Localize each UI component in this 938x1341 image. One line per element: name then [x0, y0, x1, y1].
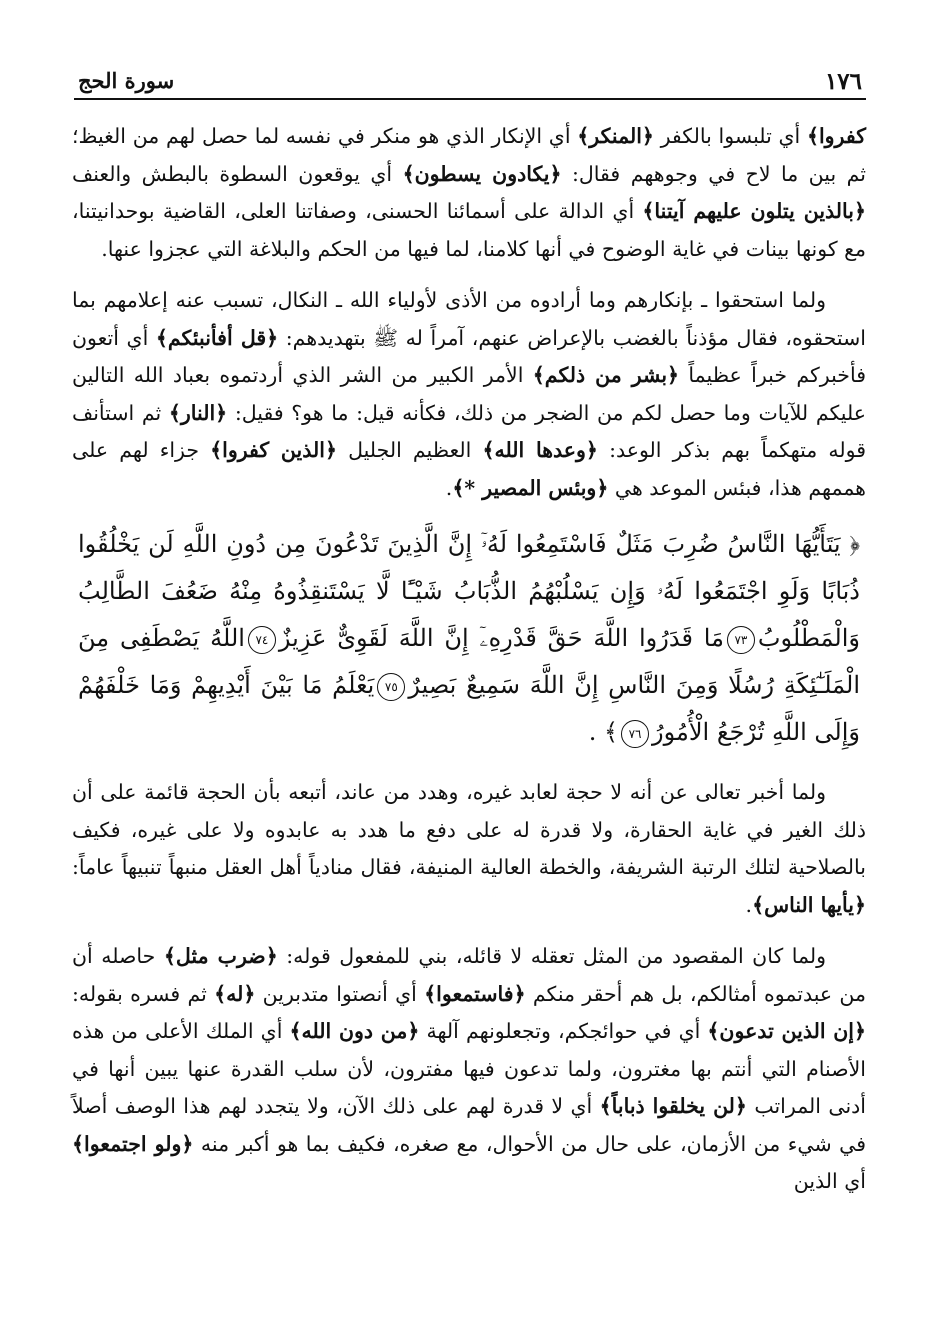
page-header: [74, 62, 866, 100]
text: جزاء لهم على هممهم هذا، فبئس الموعد هي: [72, 438, 866, 500]
text: أي أنصتوا متدبرين: [255, 981, 425, 1006]
text: أي الذين: [793, 1169, 866, 1193]
verse-76: يَعْلَمُ مَا بَيْنَ أَيْدِيهِمْ وَمَا خَلْفَهُمْ وَإِلَى اللَّهِ تُرْجَعُ الْأُمُورُ: [78, 671, 860, 746]
text: أي في حوائجكم، وتجعلونهم آلهة: [419, 1019, 708, 1043]
verse-73: يَتَأَيُّهَا النَّاسُ ضُرِبَ مَثَلٌ فَاسْتَمِعُوا لَهُۥٓ إِنَّ الَّذِينَ تَدْعُونَ مِن دُونِ اللَّهِ لَن يَخْلُقُوا ذُبَابًا وَلَوِ اجْتَمَعُوا لَهُۥ وَإِن يَسْلُبْهُمُ الذُّبَابُ شَيْـًٔا لَّا يَسْتَنقِذُوهُ مِنْهُ ضَعُفَ الطَّالِبُ وَالْمَطْلُوبُ: [78, 530, 860, 652]
text: أي يوقعون السطوة بالبطش والعنف: [72, 161, 403, 186]
text: الأمر الكبير من الشر الذي أردتموه بعباد الله التالين عليكم للآيات وما حصل لكم من الضجر من ذلك، فكأنه قيل: ما هو؟ فقيل:: [72, 363, 866, 425]
verse-number-73: ٧٣: [727, 626, 755, 654]
verse-number-74: ٧٤: [248, 626, 276, 654]
quote: ﴿إن الذين تدعون﴾: [707, 1019, 867, 1043]
surah-title: سورة الحج: [78, 68, 175, 93]
quote: ﴿قل أفأنبئكم﴾: [155, 325, 279, 350]
text: .: [745, 892, 753, 917]
quote: ﴿المنكر﴾: [577, 124, 654, 148]
quote: ﴿الذين كفروا﴾: [210, 438, 337, 462]
quote: ﴿لن يخلقوا ذباباً﴾: [599, 1094, 747, 1118]
quote: ﴿ولو اجتمعوا﴾: [72, 1131, 194, 1156]
text: ثم فسره بقوله:: [72, 981, 215, 1006]
text: أي الدالة على أسمائنا الحسنى، وصفاتنا العلى، القاضية بوحدانيتنا، مع كونها بينات في غاية الوضوح في أنها كلامنا، لما فيها من الحكم والبلاغة التي عجزوا عنها.: [72, 199, 866, 261]
quote: ﴿يكادون يسطون﴾: [402, 161, 562, 186]
text: العظيم الجليل: [336, 438, 483, 462]
paragraph-3: [72, 774, 866, 924]
verse-74: مَا قَدَرُوا اللَّهَ حَقَّ قَدْرِهِۦٓ إِنَّ اللَّهَ لَقَوِىٌّ عَزِيزٌ: [278, 624, 724, 652]
quote: ﴿من دون الله﴾: [289, 1019, 420, 1043]
paragraph-1: [72, 118, 866, 268]
page-number: ١٧٦: [824, 68, 862, 95]
text: أي الإنكار الذي هو منكر في نفسه لما حصل لهم من الغيظ؛ ثم بين ما لاح في وجوههم فقال:: [72, 124, 866, 186]
quote: ﴿يأيها الناس﴾: [752, 892, 866, 917]
quote: ﴿وعدها الله﴾: [482, 438, 598, 462]
text: أي أتعون فأخبركم خبراً عظيماً: [72, 325, 866, 387]
text: ولما استحقوا ـ بإنكارهم وما أرادوه من الأذى لأولياء الله ـ النكال، تسبب عنه إعلامهم بما استحقوه، فقال مؤذناً بالغضب بالإعراض عنهم، آمراً له ﷺ بتهديدهم:: [72, 288, 866, 350]
text: أي الملك الأعلى من هذه الأصنام التي أنتم بها مغترون، ولما تدعون فيها مفترون، لأن سلب القدرة عنها يبين أنها في أدنى المراتب: [72, 1019, 866, 1118]
text: حاصله أن من عبدتموه أمثالكم، بل هم أحقر منكم: [72, 944, 866, 1006]
verse-open-bracket: ﴿: [849, 530, 860, 558]
quote: ﴿النار﴾: [168, 400, 228, 425]
quote: ﴿فاستمعوا﴾: [424, 981, 526, 1006]
text: ولما كان المقصود من المثل تعقله لا قائله، بني للمفعول قوله:: [277, 944, 826, 968]
commentary-body: [72, 118, 866, 1215]
quran-verses: [78, 521, 860, 756]
paragraph-2: [72, 282, 866, 507]
text: .: [445, 475, 453, 500]
verse-number-75: ٧٥: [377, 673, 405, 701]
quote: ﴿بشر من ذلكم﴾: [532, 363, 680, 387]
verse-number-76: ٧٦: [621, 720, 649, 748]
verse-close-bracket: ﴾ .: [588, 718, 619, 746]
quote: ﴿ضرب مثل﴾: [163, 944, 278, 968]
quote: ﴿بالذين يتلون عليهم آيتنا﴾: [642, 199, 866, 223]
verse-75: اللَّهُ يَصْطَفِى مِنَ الْمَلَـٰٓئِكَةِ رُسُلًا وَمِنَ النَّاسِ إِنَّ اللَّهَ سَمِيعٌ بَصِيرٌ: [78, 624, 860, 699]
paragraph-4: [72, 938, 866, 1201]
quote: ﴿له﴾: [214, 981, 256, 1006]
quote: ﴿وبئس المصير *﴾: [452, 475, 609, 500]
text: أي لا قدرة لهم على ذلك الآن، ولا يتجدد لهم هذا الوصف أصلاً في شيء من الأزمان، على حال من الأحوال، مع صغره، فكيف بما هو أكبر منه: [72, 1094, 866, 1156]
text: ثم استأنف قوله متهكماً بهم بذكر الوعد:: [72, 400, 866, 462]
text: ولما أخبر تعالى عن أنه لا حجة لعابد غيره، وهدد من عاند، أتبعه بأن الحجة قائمة على أن ذلك الغير في غاية الحقارة، ولا قدرة له على دفع ما هدد به عابدوه ولا على غيره، فكيف بالصلاحية لتلك الرتبة الشريفة، والخطة العالية المنيفة، فقال منادياً أهل العقل منبهاً تنبيهاً عاماً:: [72, 780, 866, 879]
quote: كفروا﴾: [806, 124, 867, 148]
text: أي تلبسوا بالكفر: [653, 124, 807, 148]
